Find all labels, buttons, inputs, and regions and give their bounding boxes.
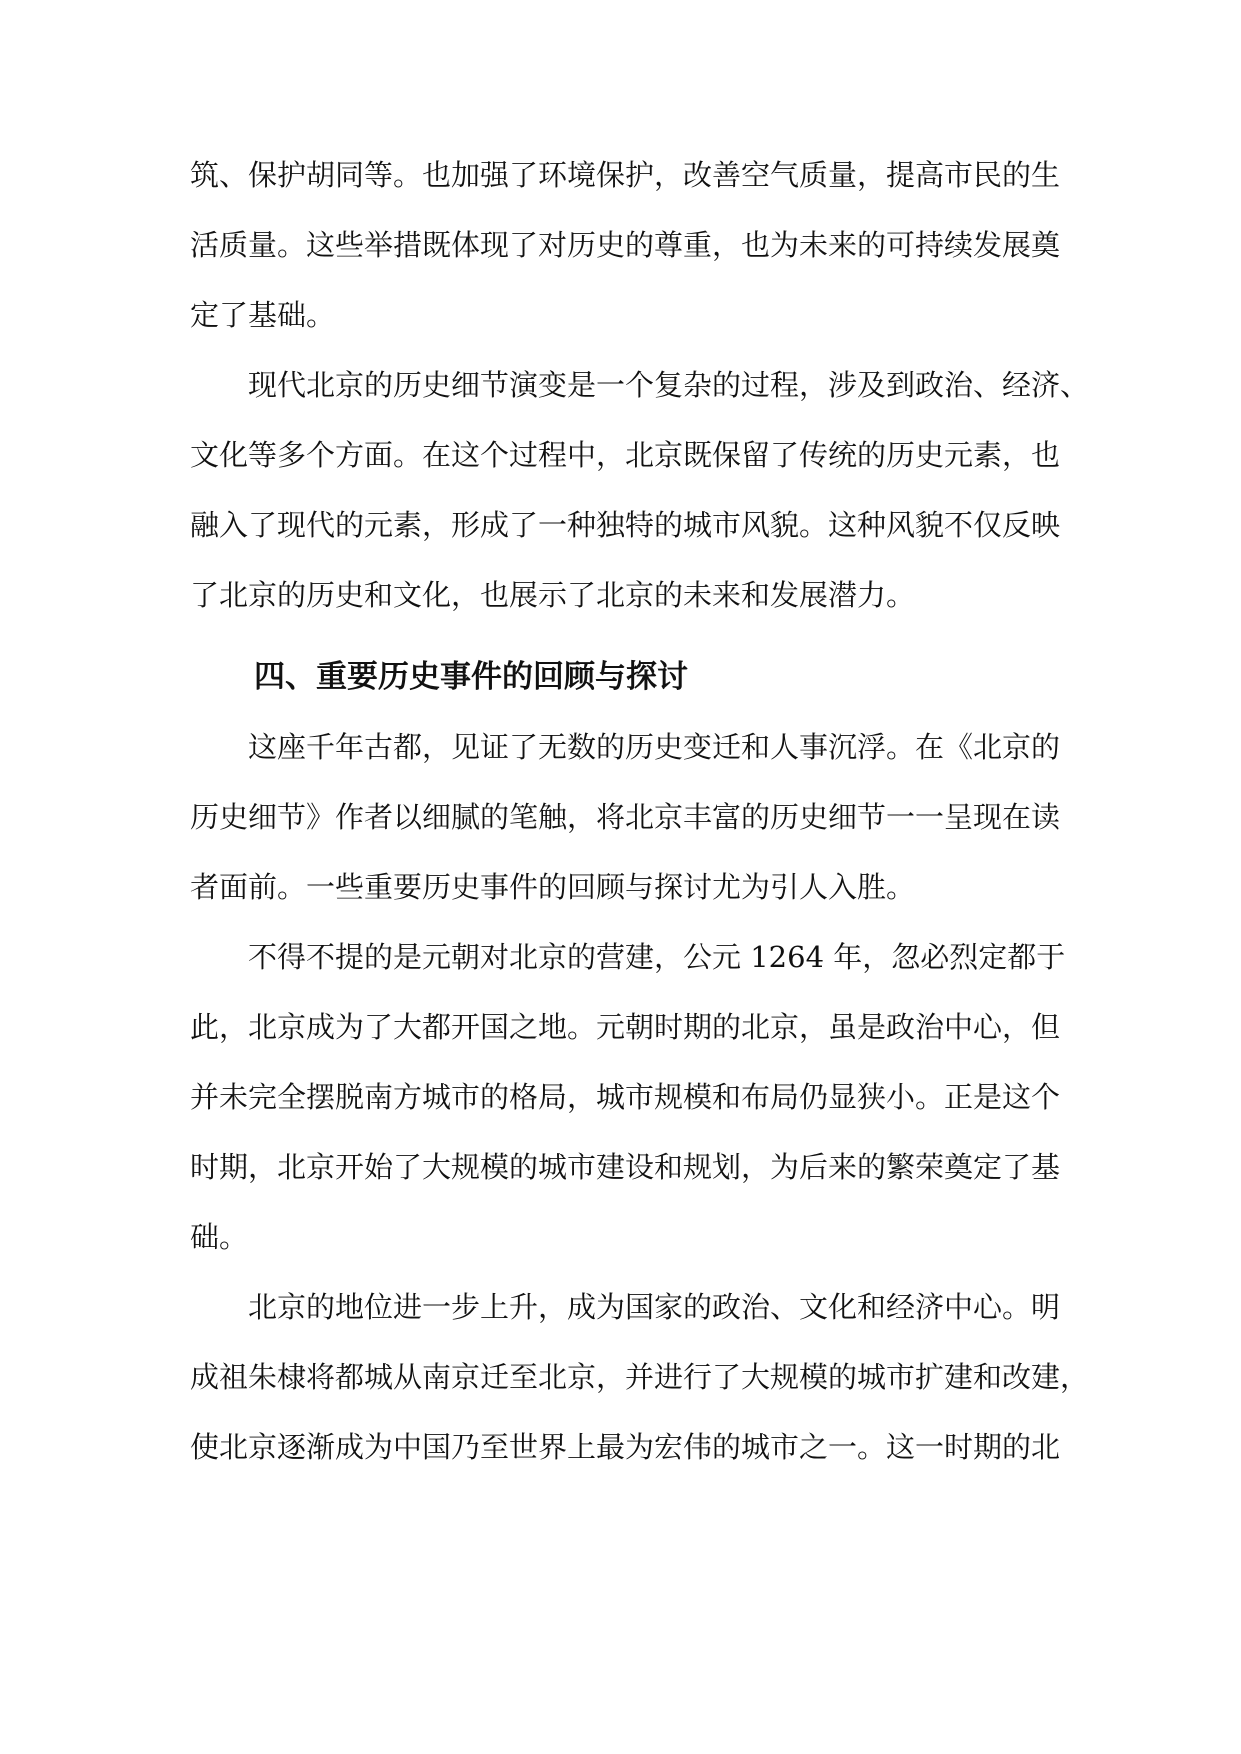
text-line: 历史细节》作者以细腻的笔触，将北京丰富的历史细节一一呈现在读 — [190, 800, 1061, 834]
text-line: 文化等多个方面。在这个过程中，北京既保留了传统的历史元素，也 — [190, 438, 1061, 472]
text-line: 使北京逐渐成为中国乃至世界上最为宏伟的城市之一。这一时期的北 — [190, 1430, 1061, 1464]
section-heading: 四、重要历史事件的回顾与探讨 — [254, 659, 688, 695]
text-line: 此，北京成为了大都开国之地。元朝时期的北京，虽是政治中心，但 — [190, 1010, 1061, 1044]
spacer — [190, 630, 1052, 642]
text-line: 不得不提的是元朝对北京的营建，公元 1264 年，忽必烈定都于 — [248, 940, 1066, 974]
text-line: 融入了现代的元素，形成了一种独特的城市风貌。这种风貌不仅反映 — [190, 508, 1061, 542]
paragraph-1 — [190, 140, 1061, 350]
text-line: 定了基础。 — [190, 298, 336, 332]
text-line: 这座千年古都，见证了无数的历史变迁和人事沉浮。在《北京的 — [248, 730, 1061, 764]
text-line: 活质量。这些举措既体现了对历史的尊重，也为未来的可持续发展奠 — [190, 228, 1061, 262]
paragraph-3 — [190, 712, 1061, 922]
document-body — [190, 140, 1090, 1482]
text-line: 筑、保护胡同等。也加强了环境保护，改善空气质量，提高市民的生 — [190, 158, 1061, 192]
paragraph-4 — [190, 922, 1066, 1272]
text-line: 现代北京的历史细节演变是一个复杂的过程，涉及到政治、经济、 — [248, 368, 1090, 402]
text-line: 并未完全摆脱南方城市的格局，城市规模和布局仍显狭小。正是这个 — [190, 1080, 1061, 1114]
text-line: 者面前。一些重要历史事件的回顾与探讨尤为引人入胜。 — [190, 870, 916, 904]
text-line: 时期，北京开始了大规模的城市建设和规划，为后来的繁荣奠定了基 — [190, 1150, 1061, 1184]
text-line: 了北京的历史和文化，也展示了北京的未来和发展潜力。 — [190, 578, 916, 612]
paragraph-2 — [190, 350, 1090, 630]
text-line: 础。 — [190, 1220, 249, 1254]
paragraph-5 — [190, 1272, 1090, 1482]
text-line: 成祖朱棣将都城从南京迁至北京，并进行了大规模的城市扩建和改建， — [190, 1360, 1090, 1394]
text-line: 北京的地位进一步上升，成为国家的政治、文化和经济中心。明 — [248, 1290, 1061, 1324]
